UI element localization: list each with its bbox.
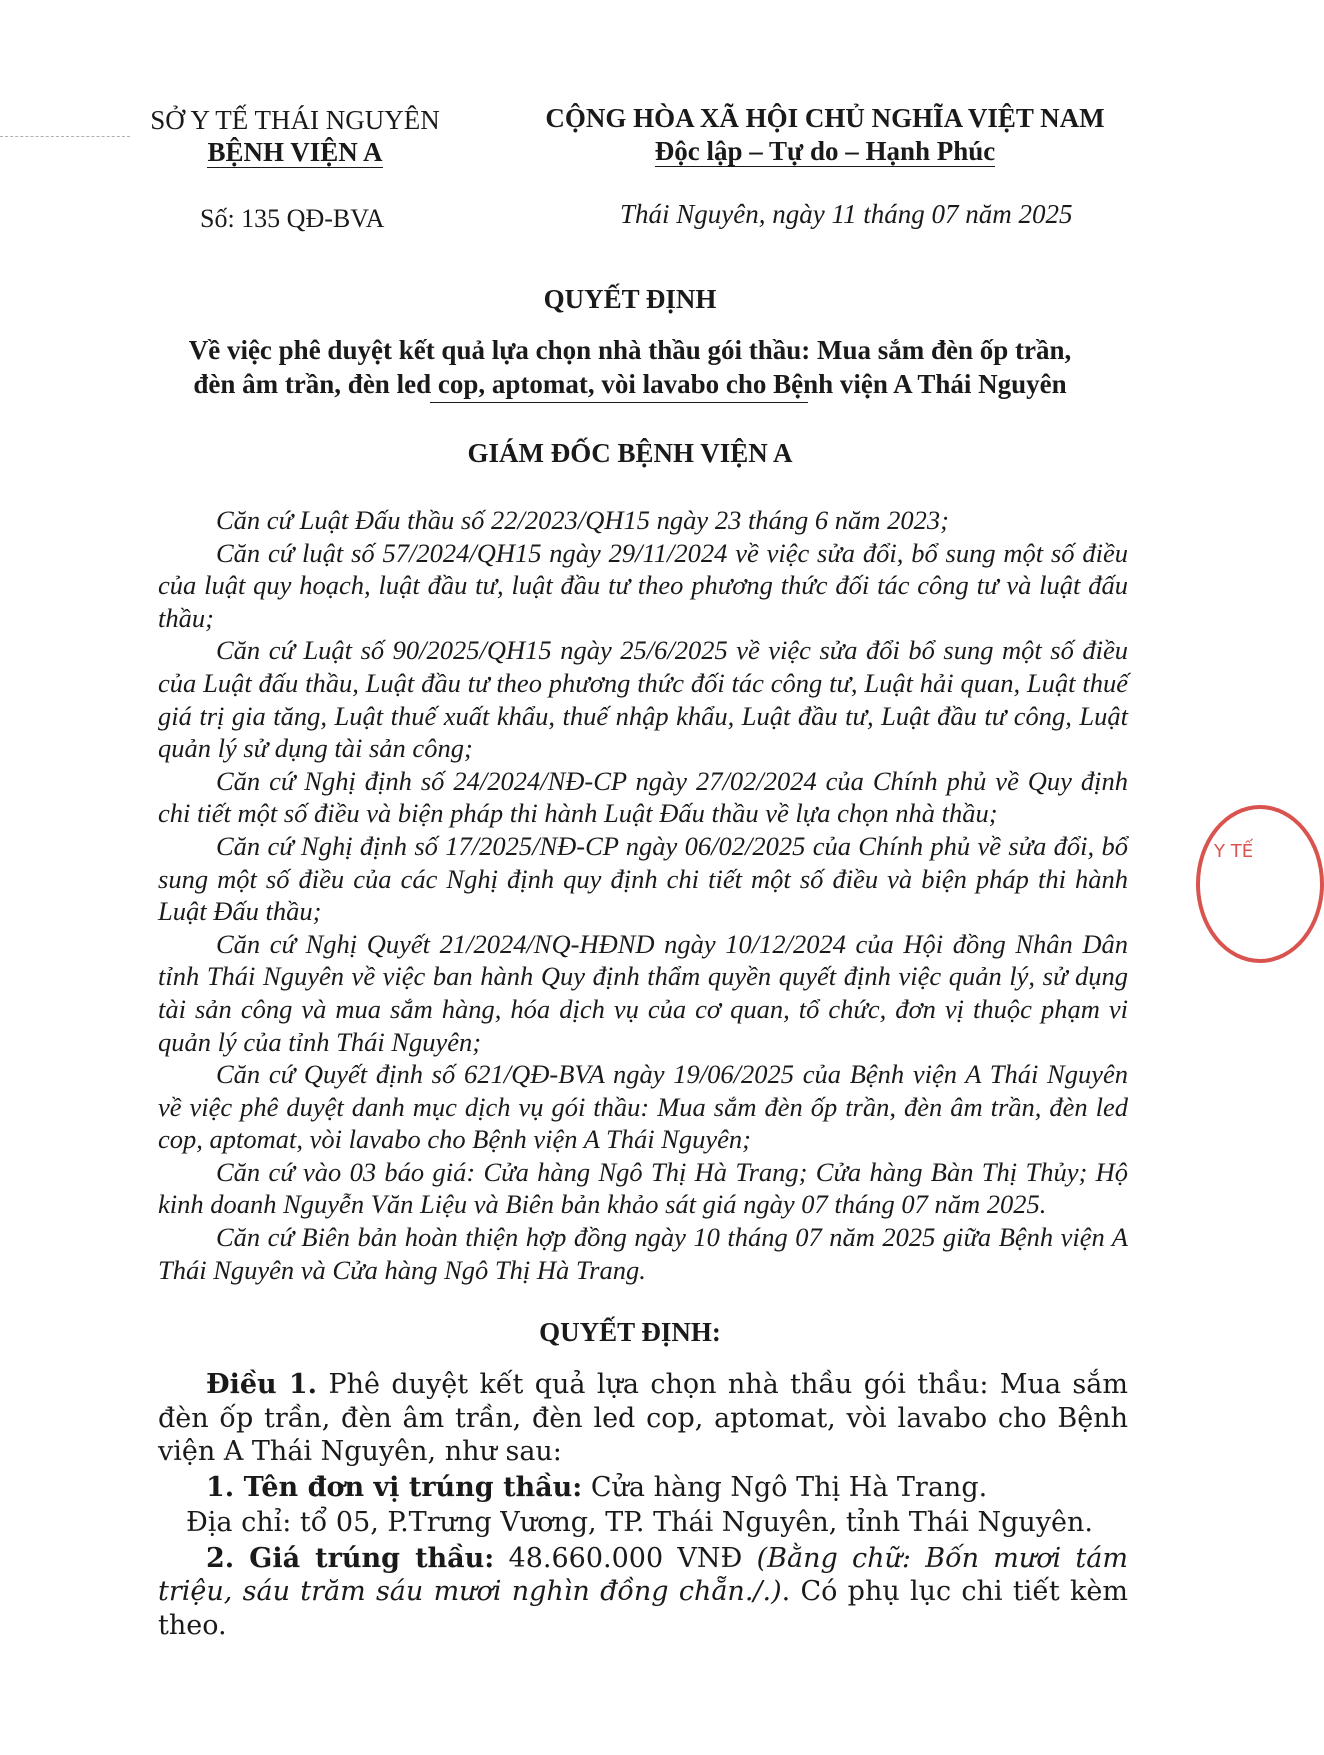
legal-basis-item: Căn cứ Quyết định số 621/QĐ-BVA ngày 19/06/2025 của Bệnh viện A Thái Nguyên về việc phê duyệt danh mục dịch vụ gói thầu: Mua sắm đèn ốp trần, đèn âm trần, đèn led cop, aptomat, vòi lavabo cho Bệnh viện A Thái Nguyên; bbox=[158, 1059, 1128, 1155]
winning-price-tail: . Có phụ lục chi tiết kèm theo. bbox=[158, 1576, 1128, 1641]
winning-bidder-value: Cửa hàng Ngô Thị Hà Trang. bbox=[582, 1471, 988, 1503]
winning-bidder-label: 1. Tên đơn vị trúng thầu: bbox=[206, 1471, 583, 1503]
document-date: Thái Nguyên, ngày 11 tháng 07 năm 2025 bbox=[620, 199, 1073, 229]
hospital-name: BỆNH VIỆN A bbox=[207, 137, 383, 167]
legal-basis-item: Căn cứ Biên bản hoàn thiện hợp đồng ngày 10 tháng 07 năm 2025 giữa Bệnh viện A Thái Nguyên và Cửa hàng Ngô Thị Hà Trang. bbox=[158, 1222, 1128, 1285]
decision-heading: QUYẾT ĐỊNH: bbox=[539, 1317, 721, 1347]
winning-price bbox=[158, 1542, 1128, 1643]
document-number: Số: 135 QĐ-BVA bbox=[200, 204, 385, 233]
authority-heading: GIÁM ĐỐC BỆNH VIỆN A bbox=[467, 438, 793, 468]
winning-price-value: 48.660.000 VNĐ bbox=[494, 1542, 757, 1574]
legal-basis-item: Căn cứ Nghị định số 24/2024/NĐ-CP ngày 27/02/2024 của Chính phủ về Quy định chi tiết một số điều và biện pháp thi hành Luật Đấu thầu về lựa chọn nhà thầu; bbox=[158, 765, 1128, 829]
motto: Độc lập – Tự do – Hạnh Phúc bbox=[654, 136, 996, 166]
winning-price-label: 2. Giá trúng thầu: bbox=[206, 1542, 495, 1574]
winning-bidder bbox=[158, 1471, 1128, 1505]
red-seal-stamp bbox=[1196, 805, 1324, 963]
stamp-text: Y TẾ bbox=[1214, 841, 1254, 862]
legal-basis-item: Căn cứ Luật Đấu thầu số 22/2023/QH15 ngày 23 tháng 6 năm 2023; bbox=[216, 505, 949, 535]
article-1 bbox=[158, 1368, 1128, 1644]
subtitle-underline bbox=[430, 402, 808, 403]
national-header bbox=[520, 102, 1130, 168]
subtitle-line-1: Về việc phê duyệt kết quả lựa chọn nhà thầu gói thầu: Mua sắm đèn ốp trần, bbox=[188, 335, 1072, 365]
bidder-address: Địa chỉ: tổ 05, P.Trưng Vương, TP. Thái Nguyên, tỉnh Thái Nguyên. bbox=[186, 1507, 1093, 1538]
article-1-text: Phê duyệt kết quả lựa chọn nhà thầu gói thầu: Mua sắm đèn ốp trần, đèn âm trần, đèn led cop, aptomat, vòi lavabo cho Bệnh viện A Thái Nguyên, như sau: bbox=[158, 1369, 1128, 1467]
legal-basis-item: Căn cứ Nghị Quyết 21/2024/NQ-HĐND ngày 10/12/2024 của Hội đồng Nhân Dân tỉnh Thái Nguyên về việc ban hành Quy định thẩm quyền quyết định việc quản lý, sử dụng tài sản công và mua sắm hàng, hóa dịch vụ của cơ quan, tổ chức, đơn vị thuộc phạm vi quản lý của tỉnh Thái Nguyên; bbox=[158, 928, 1128, 1057]
legal-basis-item: Căn cứ luật số 57/2024/QH15 ngày 29/11/2024 về việc sửa đổi, bổ sung một số điều của luật quy hoạch, luật đầu tư, luật đầu tư theo phương thức đối tác công tư và luật đấu thầu; bbox=[158, 537, 1128, 633]
legal-basis-item: Căn cứ Nghị định số 17/2025/NĐ-CP ngày 06/02/2025 của Chính phủ về sửa đổi, bổ sung một số điều của các Nghị định quy định chi tiết một số điều và biện pháp thi hành Luật Đấu thầu; bbox=[158, 830, 1128, 927]
legal-basis-list bbox=[158, 504, 1128, 1286]
article-1-intro bbox=[158, 1368, 1128, 1469]
subtitle-line-2: đèn âm trần, đèn led cop, aptomat, vòi lavabo cho Bệnh viện A Thái Nguyên bbox=[193, 369, 1067, 399]
scan-edge-mark bbox=[0, 136, 130, 137]
issuer-block bbox=[130, 104, 460, 168]
legal-basis-item: Căn cứ Luật số 90/2025/QH15 ngày 25/6/2025 về việc sửa đổi bổ sung một số điều của Luật đấu thầu, Luật đầu tư theo phương thức đối tác công tư, Luật hải quan, Luật thuế giá trị gia tăng, Luật thuế xuất khẩu, thuế nhập khẩu, Luật đầu tư, Luật đầu tư công, Luật quản lý sử dụng tài sản công; bbox=[158, 635, 1128, 764]
document-subtitle bbox=[150, 333, 1110, 401]
country-name: CỘNG HÒA XÃ HỘI CHỦ NGHĨA VIỆT NAM bbox=[545, 103, 1105, 133]
department-name: SỞ Y TẾ THÁI NGUYÊN bbox=[150, 105, 440, 135]
article-1-label: Điều 1. bbox=[206, 1369, 318, 1400]
document-title: QUYẾT ĐỊNH bbox=[543, 284, 717, 314]
winning-price-words: (Bằng chữ: Bốn mươi tám triệu, sáu trăm sáu mươi nghìn đồng chẵn./.) bbox=[158, 1542, 1128, 1607]
legal-basis-item: Căn cứ vào 03 báo giá: Cửa hàng Ngô Thị Hà Trang; Cửa hàng Bàn Thị Thủy; Hộ kinh doanh Nguyễn Văn Liệu và Biên bản khảo sát giá ngày 07 tháng 07 năm 2025. bbox=[158, 1156, 1128, 1220]
